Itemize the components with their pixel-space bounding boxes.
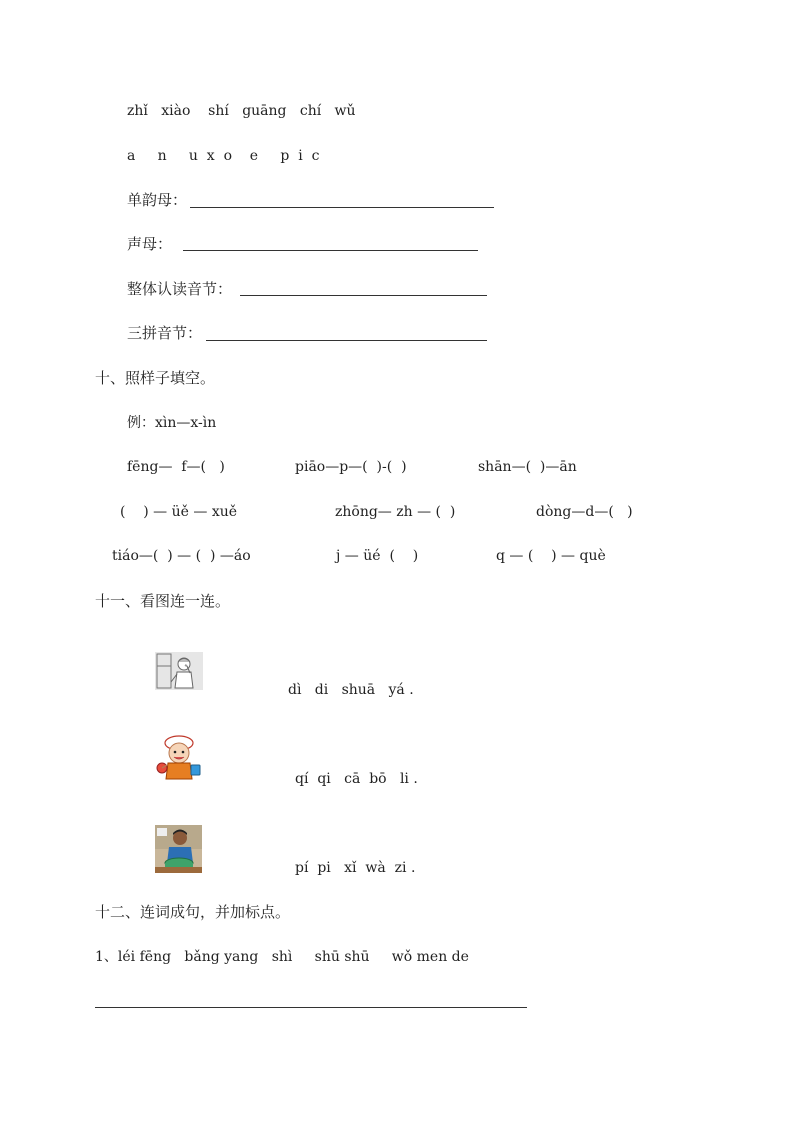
pinyin-phrase[interactable]: pí pi xǐ wà zi . xyxy=(295,860,416,876)
fill-item[interactable]: zhōng— zh — ( ) xyxy=(335,504,456,520)
triple-syllable-label: 三拼音节： xyxy=(127,324,203,342)
triple-syllable-answer-line[interactable] xyxy=(206,340,487,341)
section-10-heading: 十、照样子填空。 xyxy=(95,369,216,387)
example-line: 例：xìn—x-ìn xyxy=(127,415,217,431)
letter-line: a n u x o e p i c xyxy=(127,148,320,164)
fill-item[interactable]: q — ( ) — què xyxy=(496,548,606,564)
syllable-line: zhǐ xiào shí guāng chí wǔ xyxy=(127,103,356,119)
answer-line-1[interactable] xyxy=(95,1007,527,1008)
fill-item[interactable]: tiáo—( ) — ( ) —áo xyxy=(112,548,251,564)
fill-item[interactable]: dòng—d—( ) xyxy=(536,504,633,520)
fill-item[interactable]: shān—( )—ān xyxy=(478,459,577,475)
initial-answer-line[interactable] xyxy=(183,250,478,251)
section-11-heading: 十一、看图连一连。 xyxy=(95,592,231,610)
pinyin-phrase[interactable]: dì di shuā yá . xyxy=(288,682,414,698)
pinyin-phrase[interactable]: qí qi cā bō li . xyxy=(295,771,418,787)
fill-item[interactable]: fēng— f—( ) xyxy=(127,459,225,475)
fill-item[interactable]: ( ) — üě — xuě xyxy=(120,504,238,520)
chef-boy-cartoon-icon[interactable] xyxy=(153,735,205,781)
fill-item[interactable]: j — üé ( ) xyxy=(336,548,419,564)
boy-washing-photo-icon[interactable] xyxy=(155,825,202,873)
initial-label: 声母： xyxy=(127,235,177,253)
vowel-label: 单韵母： xyxy=(127,191,188,209)
section-12-heading: 十二、连词成句，并加标点。 xyxy=(95,903,291,921)
brushing-teeth-drawing-icon[interactable] xyxy=(155,652,203,690)
whole-syllable-answer-line[interactable] xyxy=(240,295,487,296)
vowel-answer-line[interactable] xyxy=(190,207,494,208)
fill-item[interactable]: piāo—p—( )-( ) xyxy=(295,459,407,475)
whole-syllable-label: 整体认读音节： xyxy=(127,280,233,298)
question-1: 1、léi fēng bǎng yang shì shū shū wǒ men de xyxy=(95,949,469,965)
